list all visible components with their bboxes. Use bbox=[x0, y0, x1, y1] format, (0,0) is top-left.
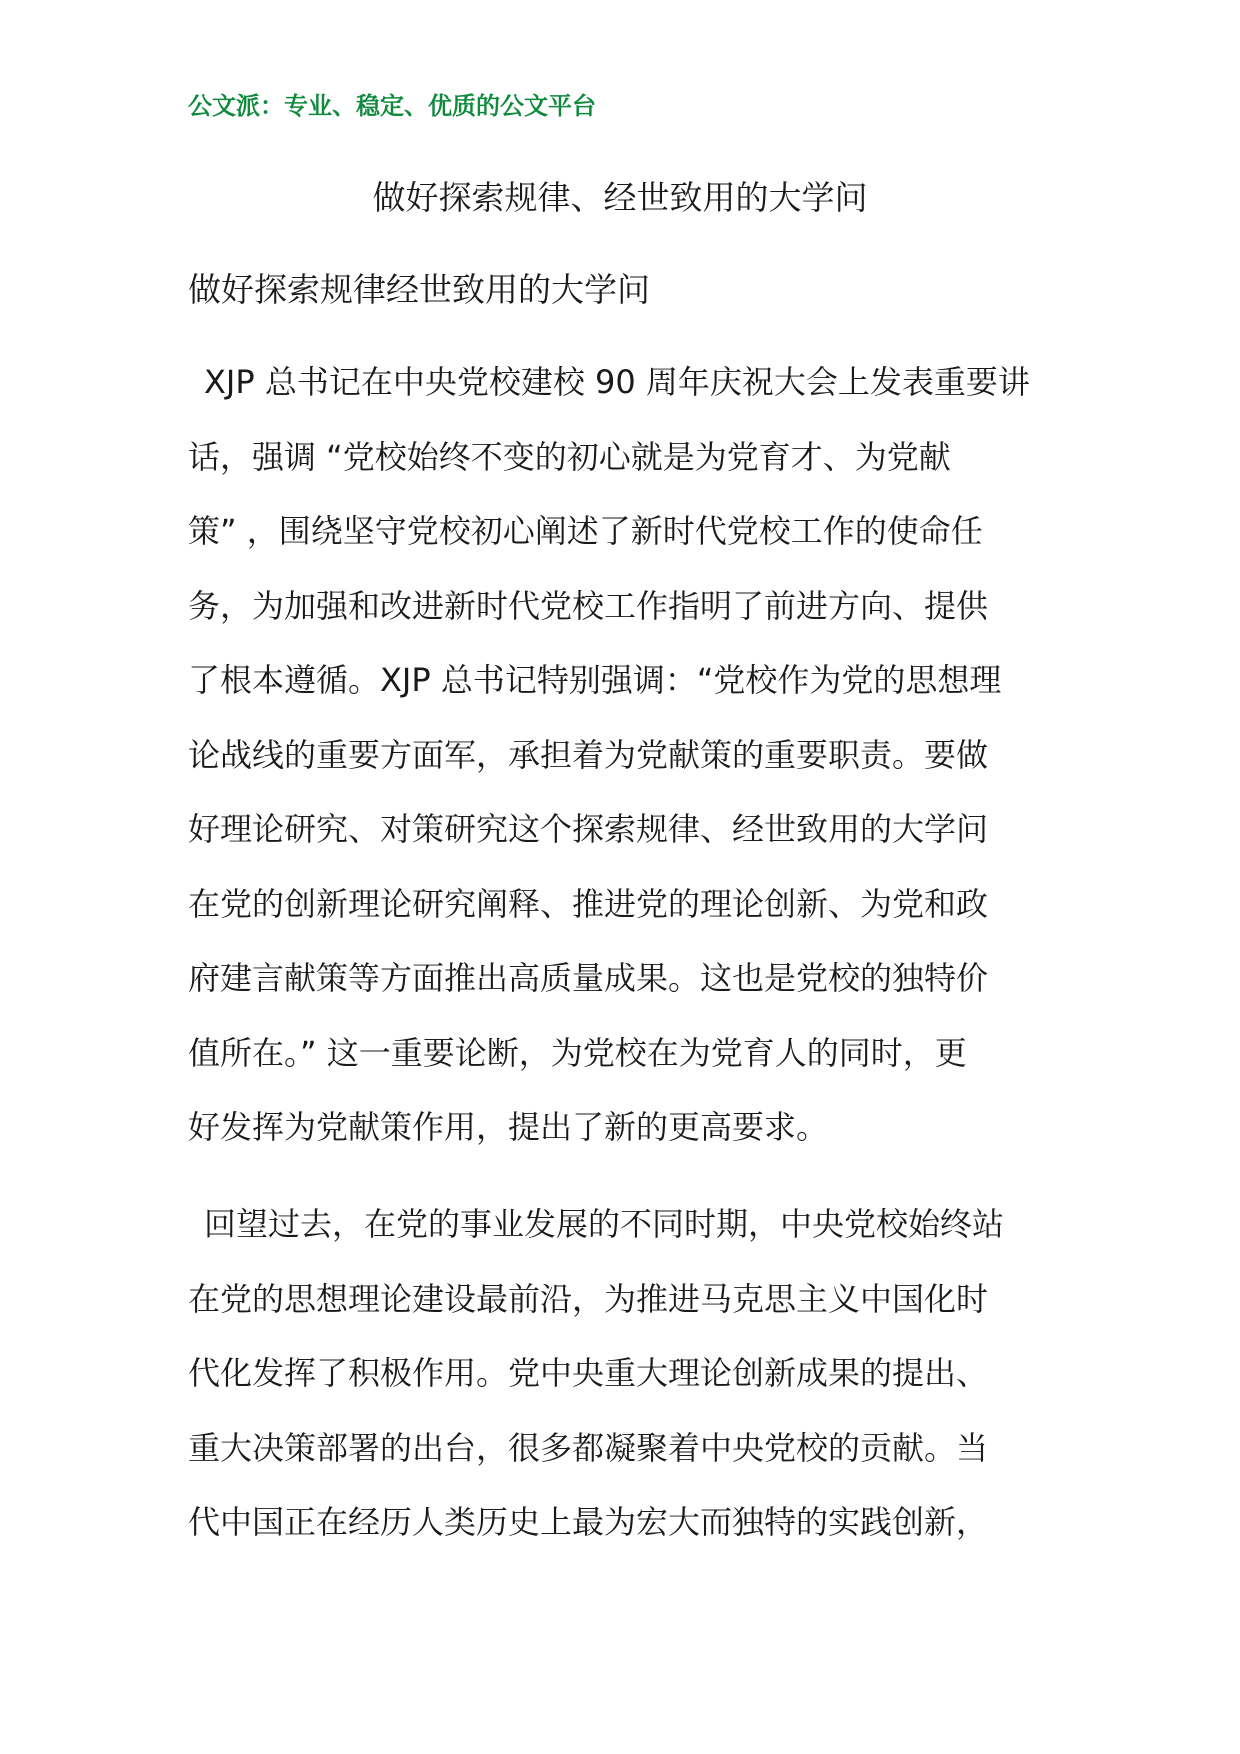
document-subtitle: 做好探索规律经世致用的大学问 bbox=[188, 270, 650, 309]
header-brand: 公文派：专业、稳定、优质的公文平台 bbox=[188, 92, 596, 120]
paragraph-1 bbox=[188, 345, 1058, 1165]
paragraph-line: 话，强调 “党校始终不变的初心就是为党育才、为党献 bbox=[188, 437, 951, 476]
paragraph-line: 代中国正在经历人类历史上最为宏大而独特的实践创新， bbox=[188, 1503, 989, 1541]
paragraph-line: 了根本遵循。XJP 总书记特别强调：“党校作为党的思想理 bbox=[188, 661, 1002, 699]
paragraph-line: 策” ，围绕坚守党校初心阐述了新时代党校工作的使命任 bbox=[188, 512, 983, 550]
paragraph-line: 好发挥为党献策作用，提出了新的更高要求。 bbox=[188, 1108, 829, 1146]
paragraph-line: 务，为加强和改进新时代党校工作指明了前进方向、提供 bbox=[188, 586, 989, 625]
paragraph-line: 在党的思想理论建设最前沿，为推进马克思主义中国化时 bbox=[188, 1279, 989, 1318]
paragraph-line: 值所在。” 这一重要论断，为党校在为党育人的同时，更 bbox=[188, 1033, 967, 1072]
paragraph-line: XJP 总书记在中央党校建校 90 周年庆祝大会上发表重要讲 bbox=[204, 363, 1030, 401]
paragraph-line: 论战线的重要方面军，承担着为党献策的重要职责。要做 bbox=[188, 735, 989, 774]
paragraph-line: 好理论研究、对策研究这个探索规律、经世致用的大学问 bbox=[188, 810, 989, 848]
paragraph-line: 代化发挥了积极作用。党中央重大理论创新成果的提出、 bbox=[188, 1354, 989, 1392]
paragraph-line: 回望过去，在党的事业发展的不同时期，中央党校始终站 bbox=[204, 1205, 1005, 1243]
paragraph-2 bbox=[188, 1187, 1058, 1560]
paragraph-line: 府建言献策等方面推出高质量成果。这也是党校的独特价 bbox=[188, 959, 989, 997]
paragraph-line: 重大决策部署的出台，很多都凝聚着中央党校的贡献。当 bbox=[188, 1428, 989, 1467]
document-title: 做好探索规律、经世致用的大学问 bbox=[372, 178, 868, 217]
paragraph-line: 在党的创新理论研究阐释、推进党的理论创新、为党和政 bbox=[188, 884, 989, 923]
